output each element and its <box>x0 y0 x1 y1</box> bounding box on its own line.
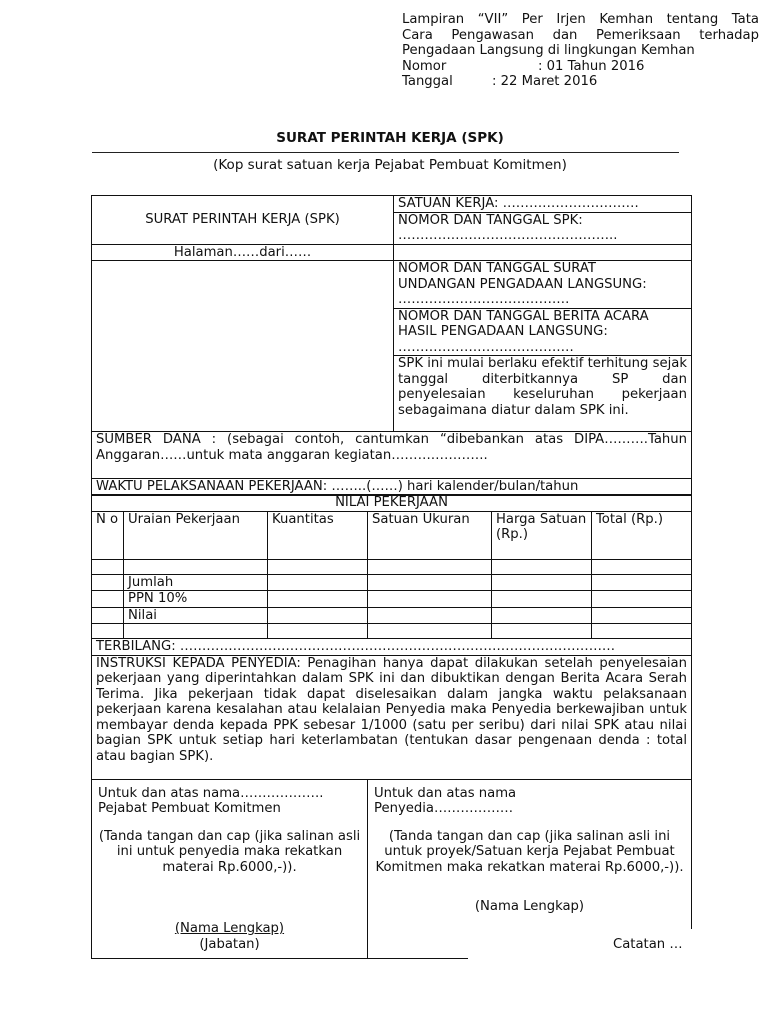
table-row <box>92 591 692 608</box>
table-row <box>92 624 692 639</box>
nilai-heading: NILAI PEKERJAAN <box>92 495 692 512</box>
berita-line-2: HASIL PENGADAAN LANGSUNG: <box>398 324 608 339</box>
tanggal-label: Tanggal <box>402 74 453 89</box>
nomor-value: : 01 Tahun 2016 <box>538 58 645 74</box>
sumber-dana: SUMBER DANA : (sebagai contoh, cantumkan “dibebankan atas DIPA……….Tahun Anggaran……untuk mata anggaran kegiatan…………………. <box>92 432 692 479</box>
berita-line-1: NOMOR DAN TANGGAL BERITA ACARA <box>398 308 649 324</box>
nomor-tanggal-spk <box>394 212 692 244</box>
nomor-tanggal-spk-dots: ………………………………………….. <box>398 228 618 243</box>
tanggal-value: : 22 Maret 2016 <box>492 74 598 89</box>
sig-right-name: (Nama Lengkap) <box>474 899 585 914</box>
document-title: SURAT PERINTAH KERJA (SPK) <box>276 130 504 146</box>
waktu-pelaksanaan: WAKTU PELAKSANAAN PEKERJAAN: ……..(……) hari kalender/bulan/tahun <box>92 479 692 496</box>
sig-left-jabatan: (Jabatan) <box>199 936 260 952</box>
title-rule <box>92 152 679 153</box>
spk-table <box>91 195 692 496</box>
berita-dots: …………………………………. <box>398 339 574 355</box>
nomor-label: Nomor <box>402 58 447 74</box>
header-nomor <box>402 59 759 75</box>
sig-right-line-2: Penyedia……………… <box>374 801 514 816</box>
col-total: Total (Rp.) <box>592 511 692 559</box>
nomor-tanggal-spk-label: NOMOR DAN TANGGAL SPK: <box>398 212 583 228</box>
spk-efektif: SPK ini mulai berlaku efektif terhitung sejak tanggal diterbitkannya SP dan penyelesaian keseluruhan pekerjaan sebagaimana diatur dalam SPK ini. <box>394 356 692 432</box>
halaman: Halaman……dari…… <box>92 244 394 261</box>
catatan: Catatan … <box>613 937 683 952</box>
col-harga: Harga Satuan (Rp.) <box>492 511 592 559</box>
table-row <box>92 607 692 624</box>
sig-left-name <box>98 921 361 937</box>
terbilang: TERBILANG: ……………………………………………………………………………………… <box>92 639 692 656</box>
table-row <box>92 559 692 574</box>
sig-left-name-text: (Nama Lengkap) <box>174 921 285 936</box>
undangan-line-2: UNDANGAN PENGADAAN LANGSUNG: <box>398 276 647 292</box>
sig-right-note: (Tanda tangan dan cap (jika salinan asli ini untuk proyek/Satuan kerja Pejabat Pembuat Komitmen maka rekatkan materai Rp.6000,-)). <box>375 828 684 875</box>
undangan-line-1: NOMOR DAN TANGGAL SURAT <box>398 261 596 276</box>
satuan-kerja: SATUAN KERJA: …………………………. <box>394 196 692 213</box>
undangan-dots: ………………………………… <box>398 292 570 307</box>
header-line-2: Cara Pengawasan dan Pemeriksaan terhadap <box>402 27 759 43</box>
col-kuantitas: Kuantitas <box>268 511 368 559</box>
row-nilai: Nilai <box>124 607 268 624</box>
lampiran-header <box>402 12 759 90</box>
undangan-cell <box>394 261 692 309</box>
header-tanggal <box>402 74 759 90</box>
header-line-1: Lampiran “VII” Per Irjen Kemhan tentang Tata <box>402 12 759 27</box>
row-label <box>124 559 268 574</box>
row-ppn: PPN 10% <box>124 591 268 608</box>
spk-left-title: SURAT PERINTAH KERJA (SPK) <box>92 196 394 245</box>
instruksi-penyedia: INSTRUKSI KEPADA PENYEDIA: Penagihan hanya dapat dilakukan setelah penyelesaian pekerjaan yang diperintahkan dalam SPK ini dan dibuktikan dengan Berita Acara Serah Terima. Jika pekerjaan tidak dapat diselesaikan dalam jangka waktu pelaksanaan pekerjaan karena kesalahan atau kelalaian Penyedia maka Penyedia berkewajiban untuk membayar denda kepada PPK sebesar 1/1000 (satu per seribu) dari nilai SPK atau nilai bagian SPK untuk setiap hari keterlambatan (tentukan dasar pengenaan denda : total atau bagian SPK). <box>92 655 692 779</box>
berita-acara-cell <box>394 308 692 356</box>
row-jumlah: Jumlah <box>124 574 268 591</box>
header-line-3: Pengadaan Langsung di lingkungan Kemhan <box>402 43 695 58</box>
sig-right-line-1: Untuk dan atas nama <box>374 785 517 801</box>
signature-ppk <box>92 779 368 959</box>
col-uraian: Uraian Pekerjaan <box>124 511 268 559</box>
row-empty <box>124 624 268 639</box>
nilai-pekerjaan-table <box>91 494 692 959</box>
sig-left-line-2: Pejabat Pembuat Komitmen <box>98 801 281 816</box>
kop-surat: (Kop surat satuan kerja Pejabat Pembuat Komitmen) <box>213 157 567 173</box>
col-no: N o <box>92 511 124 559</box>
spk-left-empty <box>92 261 394 432</box>
col-satuan: Satuan Ukuran <box>368 511 492 559</box>
halaman-right-empty <box>394 244 692 261</box>
sig-left-line-1: Untuk dan atas nama………………. <box>98 785 324 801</box>
table-row <box>92 574 692 591</box>
sig-left-note: (Tanda tangan dan cap (jika salinan asli ini untuk penyedia maka rekatkan materai Rp.6000,-)). <box>98 828 361 875</box>
